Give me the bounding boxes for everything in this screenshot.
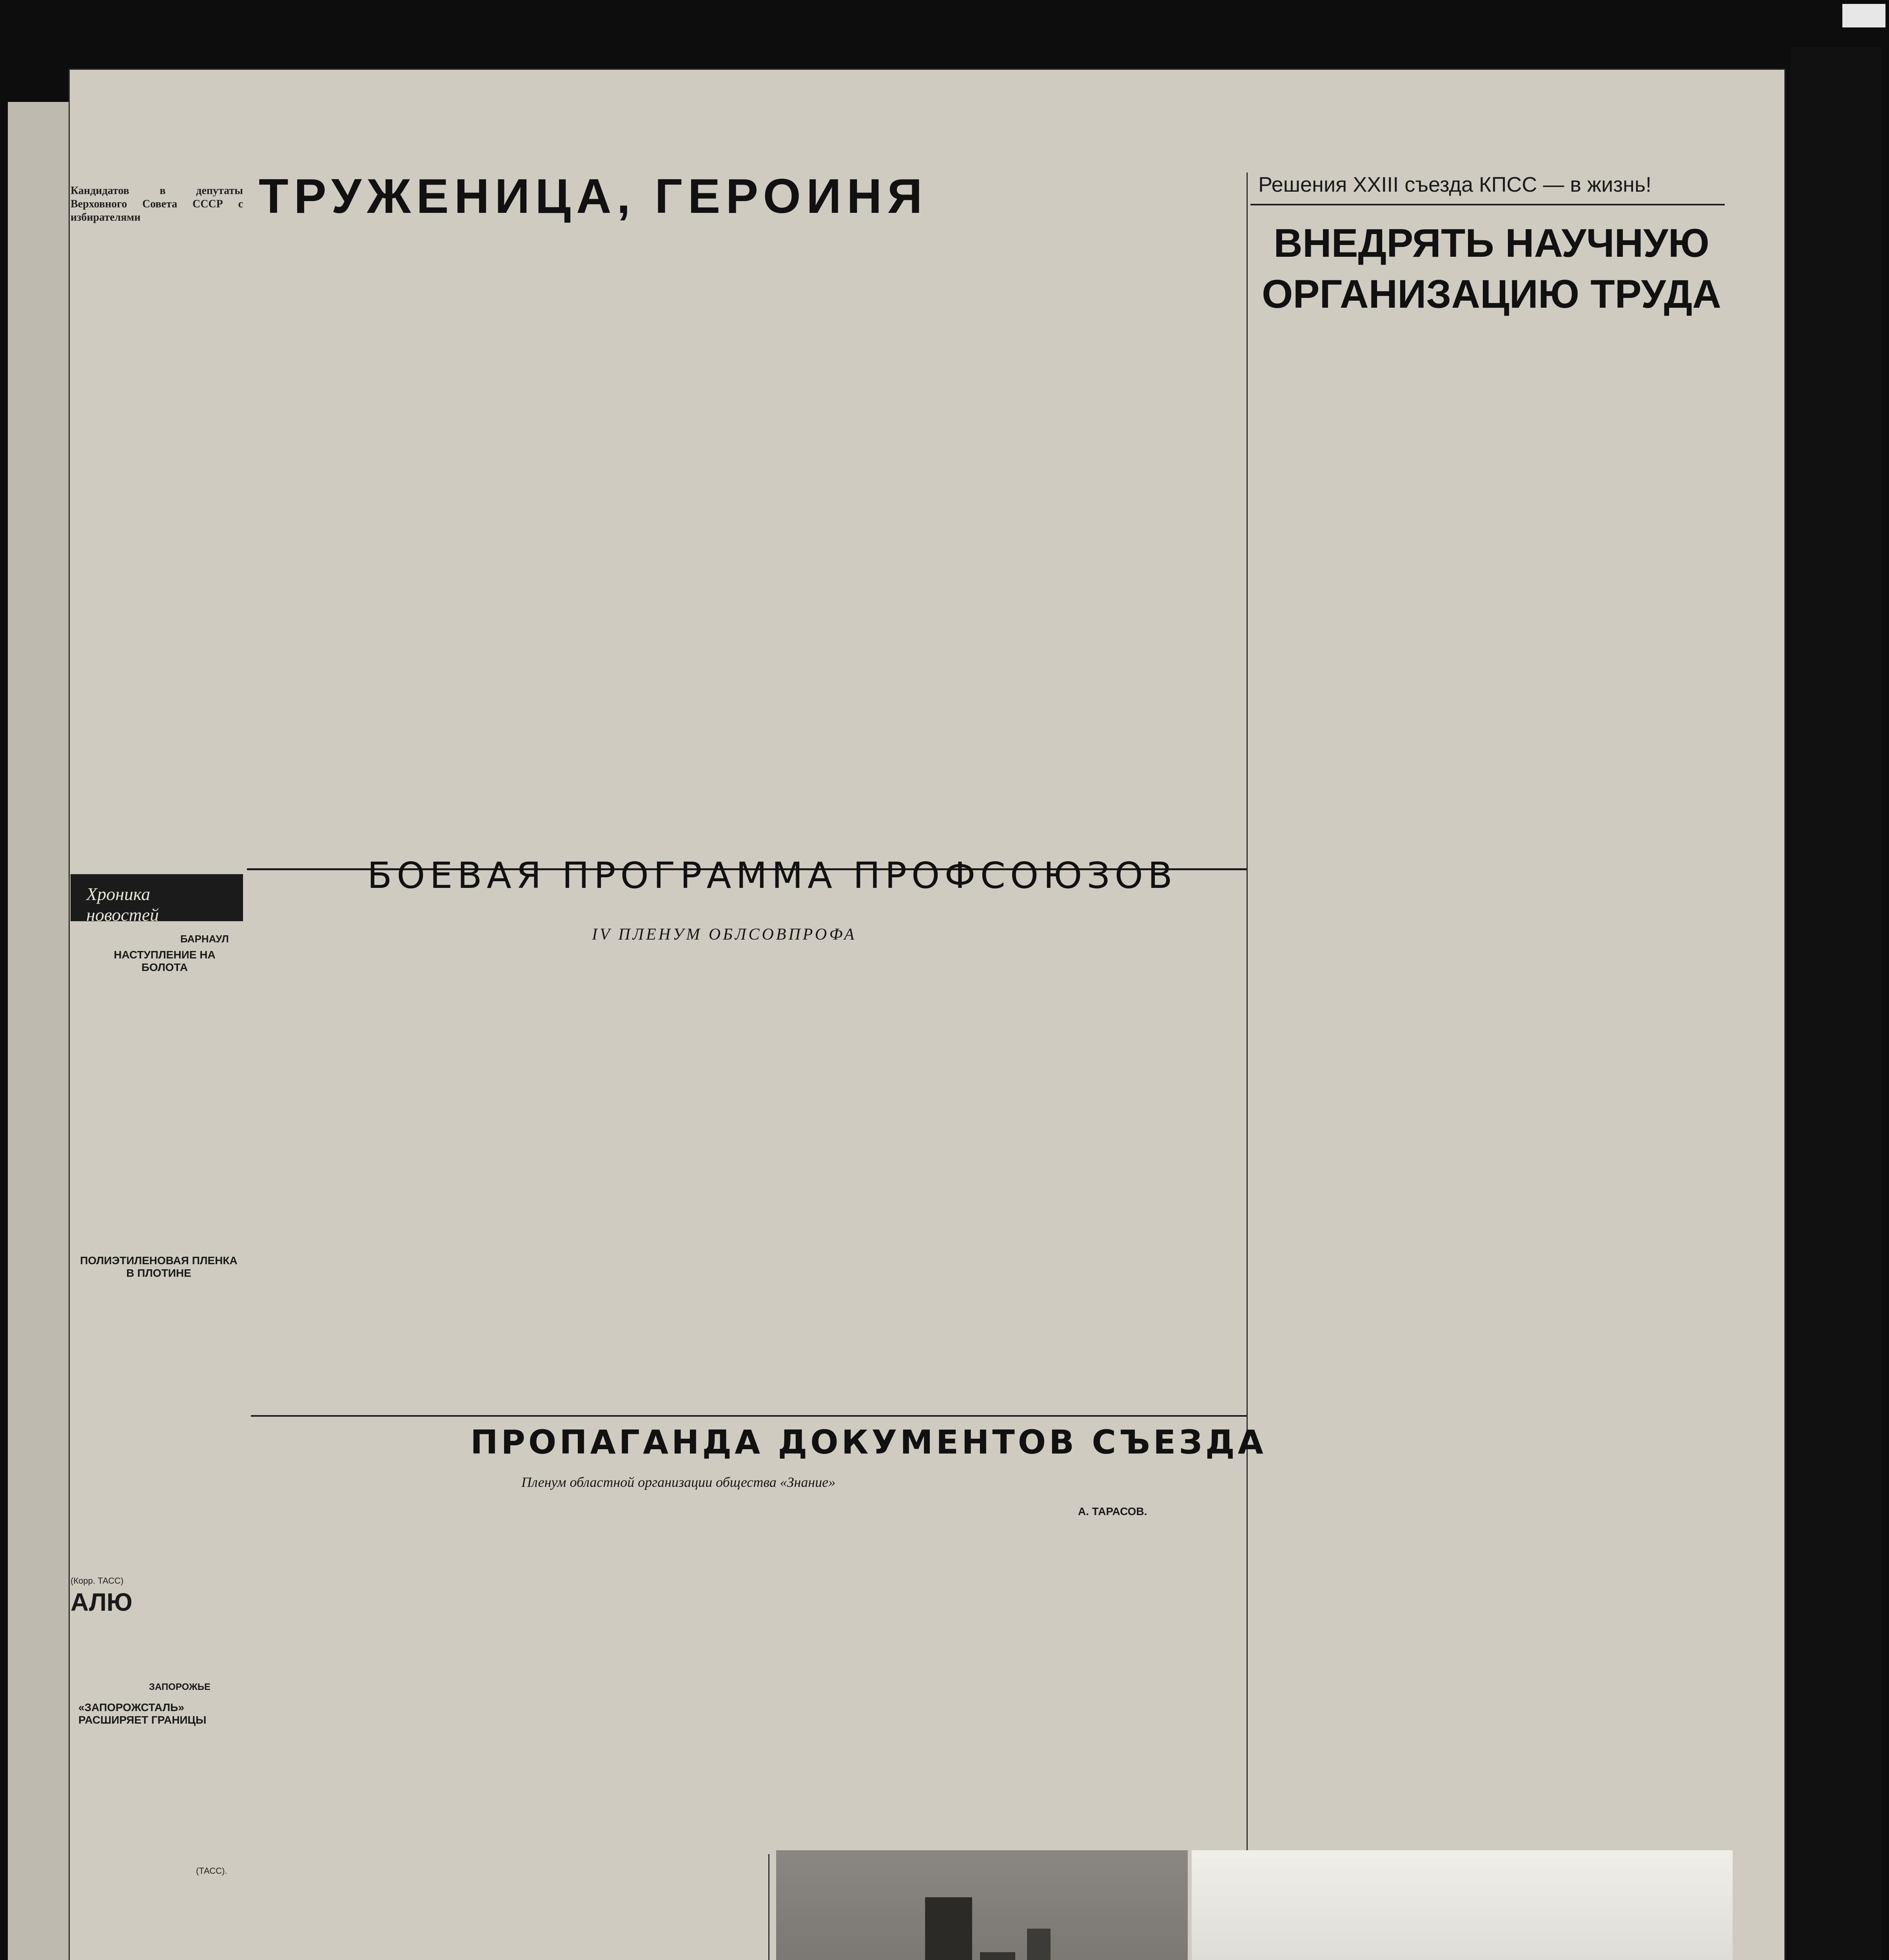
headline-bogs: НАСТУПЛЕНИЕ НА БОЛОТА xyxy=(114,949,216,973)
body-film xyxy=(71,1290,243,1564)
dateline-zaporozhye: ЗАПОРОЖЬЕ xyxy=(149,1682,210,1692)
profsoyuz-headline: БОЕВАЯ ПРОГРАММА ПРОФСОЮЗОВ xyxy=(367,855,1178,897)
profsoyuz-body xyxy=(251,956,1247,1411)
headline-zaporozhstal: «ЗАПОРОЖСТАЛЬ» РАСШИРЯЕТ ГРАНИЦЫ xyxy=(78,1701,207,1726)
photo-reservoir xyxy=(1192,1850,1733,1960)
credit-corr: (Корр. ТАСС) xyxy=(71,1576,124,1586)
pull-quote: Решения XXIII съезда КПСС — в жизнь! xyxy=(1258,173,1651,196)
propaganda-body xyxy=(251,1501,1247,1838)
fragment-heading: АЛЮ xyxy=(71,1588,132,1616)
lead-headline: ТРУЖЕНИЦА, ГЕРОИНЯ xyxy=(259,169,928,223)
right-headline-line1: ВНЕДРЯТЬ НАУЧНУЮ xyxy=(1274,221,1709,265)
lead-article-body xyxy=(247,235,1250,862)
headline-film: ПОЛИЭТИЛЕНОВАЯ ПЛЕНКА В ПЛОТИНЕ xyxy=(80,1254,238,1279)
dateline-barnaul: БАРНАУЛ xyxy=(180,933,229,945)
propaganda-subhead: Пленум областной организации общества «Знание» xyxy=(521,1474,836,1490)
left-column-headline: Кандидатов в депутаты Верховного Совета СССР с избирателями xyxy=(71,185,243,223)
photo-blast-furnace xyxy=(776,1850,1188,1960)
body-bogs xyxy=(71,980,243,1247)
right-article-body xyxy=(1250,353,1729,1960)
chronicle-title: Хроника новостей xyxy=(86,884,159,925)
propaganda-author: А. ТАРАСОВ. xyxy=(1078,1505,1147,1517)
tass-credit: (ТАСС). xyxy=(196,1866,227,1876)
ocean-rule xyxy=(768,1854,769,1960)
frame-tab xyxy=(1842,4,1885,27)
rule-under-profsoyuz xyxy=(251,1415,1247,1417)
pull-quote-bar xyxy=(1250,172,1725,205)
chronicle-banner xyxy=(71,874,243,925)
profsoyuz-subhead: IV ПЛЕНУМ ОБЛСОВПРОФА xyxy=(592,926,857,944)
right-column-rule xyxy=(1247,172,1248,1960)
left-column-body xyxy=(71,235,243,870)
scanner-background xyxy=(1791,47,1882,1960)
body-zaporozhstal xyxy=(71,1740,243,1929)
right-headline-line2: ОРГАНИЗАЦИЮ ТРУДА xyxy=(1262,272,1721,316)
propaganda-headline: ПРОПАГАНДА ДОКУМЕНТОВ СЪЕЗДА xyxy=(470,1423,1267,1461)
adjacent-page-edge xyxy=(8,102,74,1960)
